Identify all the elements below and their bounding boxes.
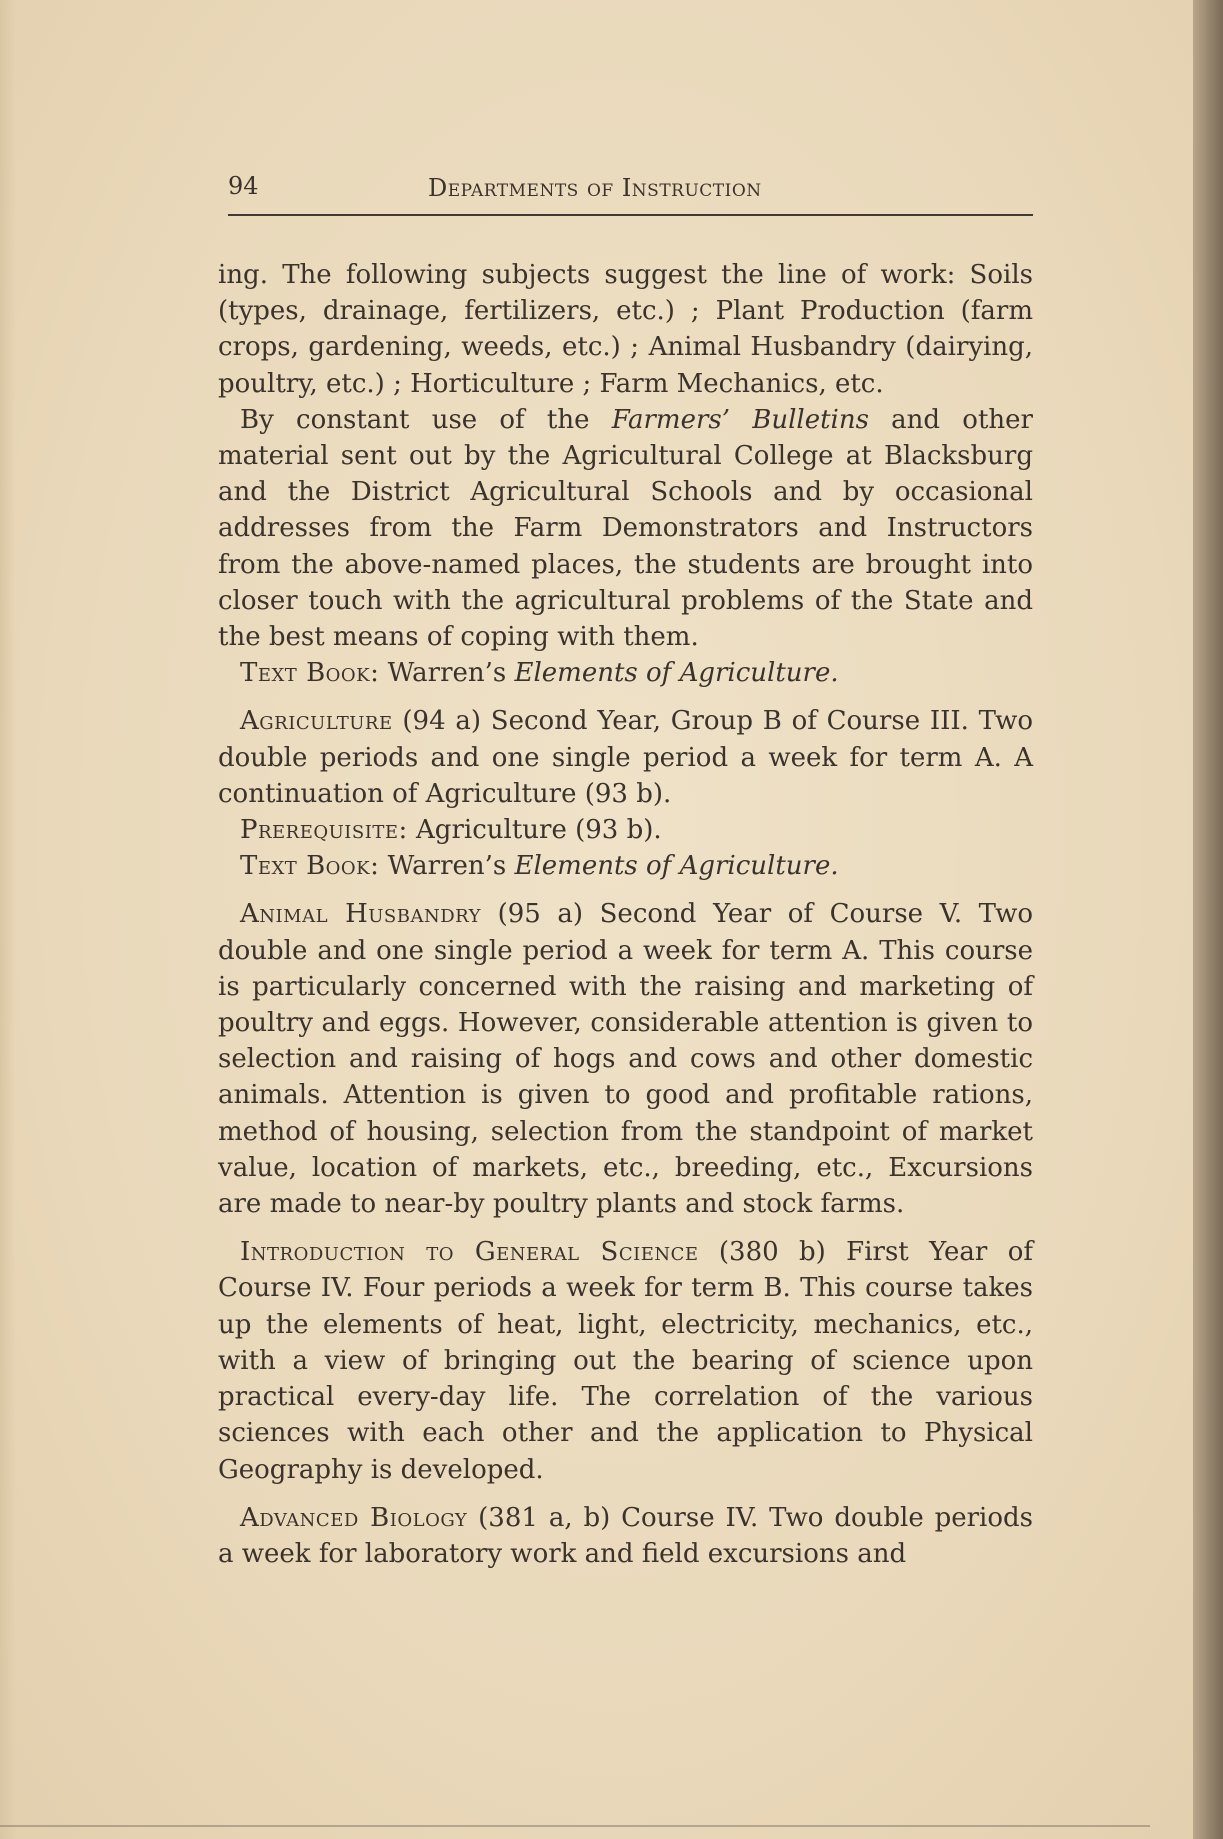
- textbook-line-1: Text Book: Warren’s Elements of Agriculture.: [240, 658, 839, 689]
- course-advanced-biology-381: Advanced Biology (381 a, b) Course IV. Two double periods a week for laboratory work and field excursions and: [218, 1502, 1034, 1569]
- running-head: Departments of Instruction: [428, 174, 762, 202]
- page-body: [218, 257, 1033, 1572]
- course-general-science-380b: Introduction to General Science (380 b) First Year of Course IV. Four periods a week for term B. This course takes up the elements of heat, light, electricity, mechanics, etc., with a view of bringing out the bearing of science upon practical every-day life. The correlation of the various sciences with each other and the application to Physical Geography is developed.: [218, 1237, 1033, 1485]
- paragraph-continuation: ing. The following subjects suggest the line of work: Soils (types, drainage, fertilizers, etc.) ; Plant Production (farm crops, gardening, weeds, etc.) ; Animal Husbandry (dairying, poultry, etc.) ; Horticulture ; Farm Mechanics, etc.: [218, 260, 1033, 399]
- course-title: Advanced Biology: [240, 1502, 468, 1533]
- course-animal-husbandry-95a: Animal Husbandry (95 a) Second Year of Course V. Two double and one single period a week for term A. This course is particularly concerned with the raising and marketing of poultry and eggs. However, considerable attention is given to selection and raising of hogs and cows and other domestic animals. Attention is given to good and profitable rations, method of housing, selection from the standpoint of market value, location of markets, etc., breeding, etc., Excursions are made to near-by poultry plants and stock farms.: [218, 899, 1034, 1220]
- textbook-title: Elements of Agriculture.: [514, 851, 839, 882]
- textbook-label: Text Book:: [240, 851, 380, 882]
- prerequisite-line: Prerequisite: Agriculture (93 b).: [240, 815, 662, 846]
- page-left-edge: [0, 0, 16, 1839]
- page-binding-shadow: [1193, 0, 1223, 1839]
- course-title: Animal Husbandry: [240, 899, 482, 930]
- textbook-label: Text Book:: [240, 658, 380, 689]
- textbook-title: Elements of Agriculture.: [514, 658, 839, 689]
- course-title: Agriculture: [240, 706, 393, 737]
- bottom-scan-line: [0, 1825, 1150, 1827]
- textbook-line-2: Text Book: Warren’s Elements of Agriculture.: [240, 851, 839, 882]
- title-farmers-bulletins: Farmers’ Bulletins: [611, 404, 869, 435]
- page-number: 94: [228, 172, 259, 200]
- paragraph-bulletins: By constant use of the Farmers’ Bulletins and other material sent out by the Agricultural College at Blacksburg and the District Agricultural Schools and by occasional addresses from the Farm Demonstrators and Instructors from the above-named places, the students are brought into closer touch with the agricultural problems of the State and the best means of coping with them.: [218, 404, 1033, 653]
- page-header: [228, 168, 1033, 216]
- course-agriculture-94a: Agriculture (94 a) Second Year, Group B of Course III. Two double periods and one single period a week for term A. A continuation of Agriculture (93 b).: [218, 706, 1033, 809]
- prerequisite-label: Prerequisite:: [240, 815, 408, 846]
- course-title: Introduction to General Science: [240, 1237, 699, 1268]
